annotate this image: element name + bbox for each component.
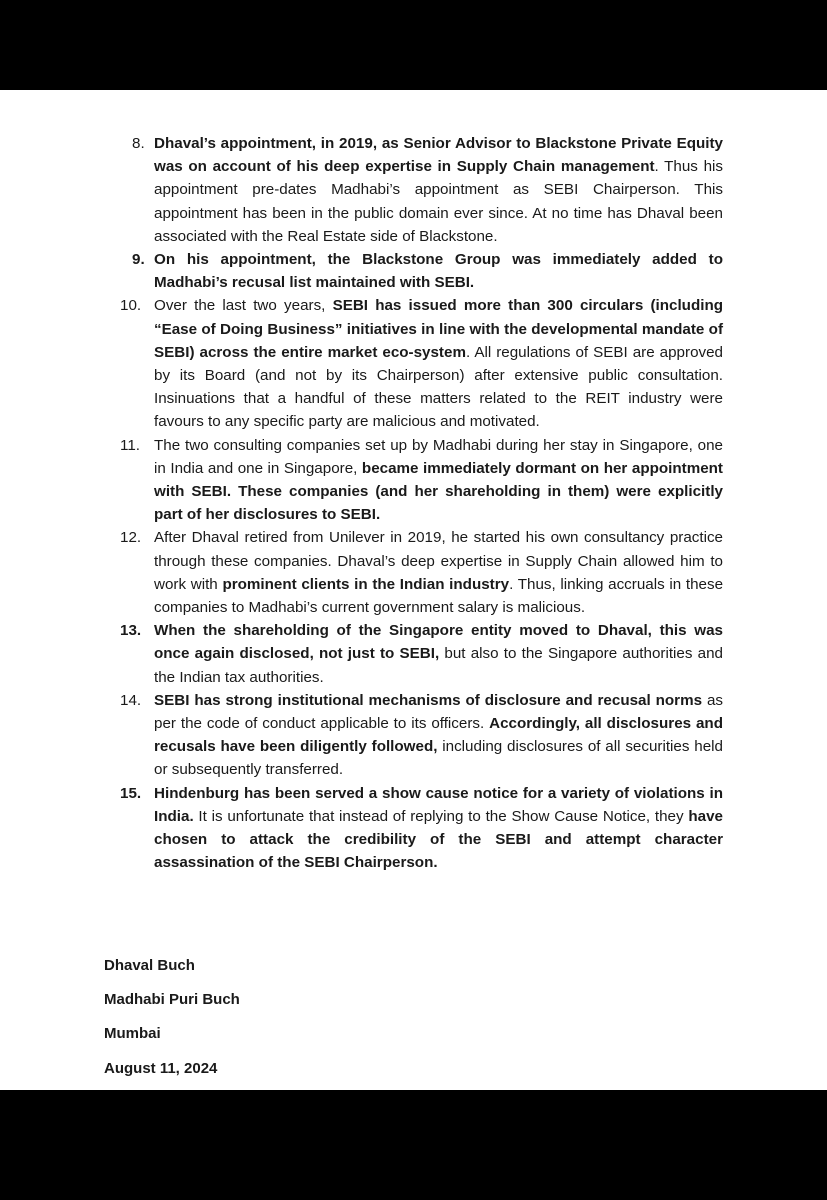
item-text-bold: Hindenburg has been served a show cause notice for a variety of violations in India. [154, 784, 723, 825]
item-text-bold: have chosen to attack the credibility of the SEBI and attempt character assassination of the SEBI Chairperson. [154, 807, 723, 872]
item-text: but also to the Singapore authorities and the Indian tax authorities. [154, 645, 723, 686]
item-number: 11. [120, 436, 140, 454]
item-text-bold: became immediately dormant on her appointment with SEBI. These companies (and her shareholding in them) were explicitly part of her disclosures to SEBI. [154, 459, 723, 524]
item-text: The two consulting companies set up by Madhabi during her stay in Singapore, one in India and one in Singapore, [154, 436, 723, 477]
item-text-bold: prominent clients in the Indian industry [222, 575, 510, 593]
item-number: 8. [132, 135, 145, 152]
item-text-bold: SEBI has strong institutional mechanisms of disclosure and recusal norms [154, 691, 703, 709]
list-item-14 [120, 689, 723, 782]
list-item-9 [120, 248, 723, 294]
list-item-11 [120, 434, 723, 527]
item-text: . Thus, linking accruals in these companies to Madhabi’s current government salary is malicious. [154, 575, 724, 617]
item-text: Over the last two years, [154, 297, 333, 315]
item-text: . All regulations of SEBI are approved by its Board (and not by its Chairperson) after extensive public consultation. Insinuations that a handful of these matters related to the REIT industry were favours to any specific party are malicious and motivated. [154, 343, 723, 431]
item-text-bold: When the shareholding of the Singapore entity moved to Dhaval, this was once again disclosed, not just to SEBI, [154, 622, 723, 663]
item-text: After Dhaval retired from Unilever in 2019, he started his own consultancy practice through these companies. Dhaval’s deep expertise in Supply Chain allowed him to work with [154, 529, 723, 593]
item-number: 9. [132, 251, 145, 269]
item-number: 10. [120, 297, 142, 315]
signatory-name-2: Madhabi Puri Buch [104, 991, 240, 1008]
item-text-bold: Accordingly, all disclosures and recusals have been diligently followed, [154, 715, 723, 756]
signature-place: Mumbai [104, 1025, 161, 1042]
list-item-13 [120, 619, 723, 689]
item-text-bold: On his appointment, the Blackstone Group was immediately added to Madhabi’s recusal list maintained with SEBI. [154, 251, 723, 292]
signatory-name-1: Dhaval Buch [104, 957, 195, 974]
item-number: 12. [120, 529, 142, 547]
item-text: . Thus his appointment pre-dates Madhabi’s appointment as SEBI Chairperson. This appointment has been in the public domain ever since. At no time has Dhaval been associated with the Real Estate side of Blackstone. [154, 158, 723, 245]
item-text-bold: Dhaval’s appointment, in 2019, as Senior Advisor to Blackstone Private Equity was on account of his deep expertise in Supply Chain management [154, 135, 723, 176]
document-page [0, 90, 827, 1090]
numbered-statement-list [120, 132, 723, 875]
list-item-15 [120, 782, 723, 875]
list-item-12 [120, 526, 723, 619]
signature-date: August 11, 2024 [104, 1060, 218, 1077]
item-text-bold: SEBI has issued more than 300 circulars (including “Ease of Doing Business” initiatives in line with the developmental mandate of SEBI) across the entire market eco-system [154, 297, 723, 361]
item-text: as per the code of conduct applicable to its officers. [154, 691, 723, 733]
item-number: 15. [120, 784, 142, 802]
list-item-10 [120, 294, 723, 433]
item-text: It is unfortunate that instead of replying to the Show Cause Notice, they [193, 807, 689, 825]
list-item-8 [120, 132, 723, 248]
item-number: 14. [120, 691, 142, 709]
item-number: 13. [120, 622, 142, 640]
item-text: including disclosures of all securities held or subsequently transferred. [154, 738, 723, 779]
